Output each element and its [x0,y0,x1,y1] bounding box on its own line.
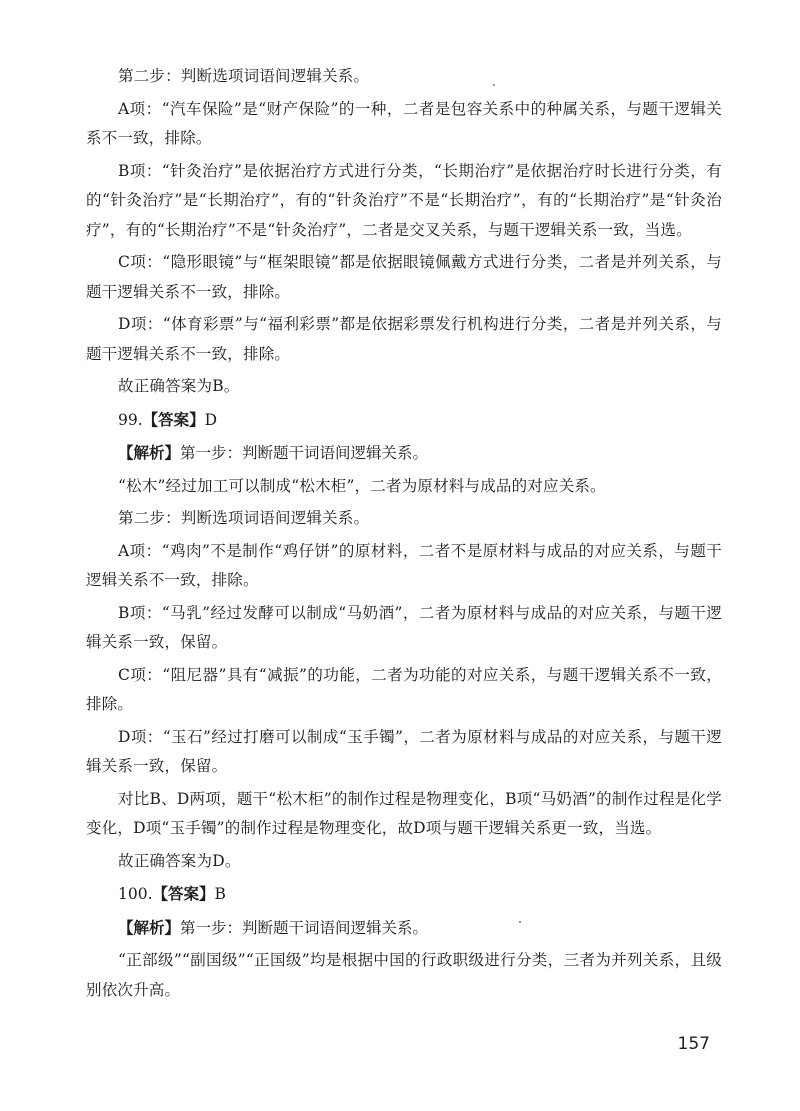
paragraph-stem-relation: “松木”经过加工可以制成“松木柜”，二者为原材料与成品的对应关系。 [118,476,606,495]
question-99-analysis [86,438,722,469]
paragraph-comparison: 对比B、D两项，题干“松木柜”的制作过程是物理变化，B项“马奶酒”的制作过程是化学变化，D项“玉手镯”的制作过程是物理变化，故D项与题干逻辑关系更一致，当选。 [86,789,722,837]
page-content [86,62,722,1008]
paragraph-stem-relation: “正部级”“副国级”“正国级”均是根据中国的行政职级进行分类，三者为并列关系，且级别依次升高。 [86,951,722,999]
paragraph-option-b: B项：“针灸治疗”是依据治疗方式进行分类，“长期治疗”是依据治疗时长进行分类，有的“针灸治疗”是“长期治疗”，有的“针灸治疗”不是“长期治疗”，有的“长期治疗”是“针灸治疗”，有的“长期治疗”不是“针灸治疗”，二者是交叉关系，与题干逻辑关系一致，当选。 [86,161,722,239]
question-100-answer [86,879,722,910]
paragraph-option-d: D项：“玉石”经过打磨可以制成“玉手镯”，二者为原材料与成品的对应关系，与题干逻辑关系一致，保留。 [86,727,722,775]
paragraph-option-d: D项：“体育彩票”与“福利彩票”都是依据彩票发行机构进行分类，二者是并列关系，与题干逻辑关系不一致，排除。 [86,315,722,363]
question-number: 99. [118,410,143,429]
paragraph-option-c: C项：“阻尼器”具有“减振”的功能，二者为功能的对应关系，与题干逻辑关系不一致，排除。 [86,665,722,713]
paragraph-step2-heading: 第二步：判断选项词语间逻辑关系。 [118,67,370,85]
scan-speck [519,921,521,923]
paragraph-option-a: A项：“鸡肉”不是制作“鸡仔饼”的原材料，二者不是原材料与成品的对应关系，与题干逻辑关系不一致，排除。 [86,541,722,589]
paragraph-conclusion: 故正确答案为D。 [118,851,241,870]
analysis-step1: 第一步：判断题干词语间逻辑关系。 [180,918,429,937]
analysis-label: 【解析】 [118,917,181,937]
paragraph-step2-heading: 第二步：判断选项词语间逻辑关系。 [118,509,370,527]
answer-value: B [214,885,226,903]
scan-speck [493,84,495,86]
question-number: 100. [118,885,153,903]
answer-value: D [204,410,218,429]
paragraph-option-b: B项：“马乳”经过发酵可以制成“马奶酒”，二者为原材料与成品的对应关系，与题干逻辑关系一致，保留。 [86,603,722,651]
answer-label: 【答案】 [152,884,215,903]
question-99-answer [86,405,722,436]
page-number: 157 [677,1034,710,1054]
paragraph-option-a: A项：“汽车保险”是“财产保险”的一种，二者是包容关系中的种属关系，与题干逻辑关系不一致，排除。 [86,99,722,147]
paragraph-option-c: C项：“隐形眼镜”与“框架眼镜”都是依据眼镜佩戴方式进行分类，二者是并列关系，与题干逻辑关系不一致，排除。 [86,253,722,301]
analysis-step1: 第一步：判断题干词语间逻辑关系。 [180,444,429,462]
paragraph-conclusion: 故正确答案为B。 [118,377,240,395]
question-100-analysis [86,913,722,944]
answer-label: 【答案】 [142,409,205,429]
analysis-label: 【解析】 [118,443,181,462]
